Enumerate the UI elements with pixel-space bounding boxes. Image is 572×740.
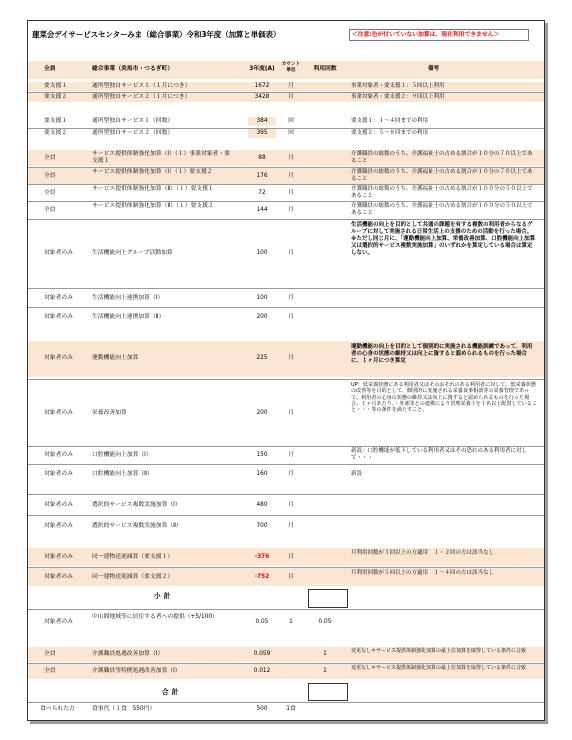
table-cell: 食事代（１食 550円） <box>92 706 156 712</box>
table-cell: サービス提供体制強化加算（Ⅰ）（１）事業対象者・要支援１ <box>92 151 230 164</box>
table-cell: 生活機能向上連携加算（Ⅰ） <box>92 295 164 301</box>
table-cell: 150 <box>256 452 268 458</box>
table-cell: 176 <box>256 173 268 179</box>
table-cell: 介護職員等特例処遇改善加算（Ⅰ） <box>92 668 181 674</box>
table-header <box>28 61 544 79</box>
table-cell: 月 <box>288 94 294 100</box>
table-cell: サービス提供体制強化加算（Ⅰ）（１）要支援２ <box>92 169 213 175</box>
table-cell: 生活機能の向上を目的として共通の課題を有する複数の利用者からなるグループに対して実施される日常生活上の支援のための活動を行った場合。※ただし同じ月に、「運動機能向上加算、栄養改善加算、口腔機能向上加算又は選択的サービス複数実施加算」のいずれかを算定している場合は算定しない。 <box>351 222 536 256</box>
table-cell: 0.012 <box>253 668 271 674</box>
table-cell: 口腔機能向上加算（Ⅱ） <box>92 471 153 477</box>
table-cell: 介護職員処遇改善加算（Ⅰ） <box>92 651 164 657</box>
table-cell: 同一建物送迎減算（要支援２） <box>92 574 174 580</box>
table-cell: 介護職員の総数のうち、介護福祉士の占める割合が１０分の７０以上であること <box>351 151 533 164</box>
table-cell: 要支援２ <box>44 94 68 100</box>
table-cell: 月利用回数が３回以上の方適用 １・２回の方は該当なし <box>351 550 495 556</box>
table-cell: 月 <box>288 523 294 529</box>
table-cell: 通所型独自サービス２（１月につき） <box>92 94 191 100</box>
table-cell: -752 <box>254 574 270 580</box>
table-cell: 中山間地域等に居住する者への提供（+5/100） <box>92 614 218 620</box>
table-row <box>28 702 544 717</box>
table-cell: 全員 <box>44 207 56 213</box>
table-cell: 栄養改善加算 <box>92 410 127 416</box>
table-cell: 0.05 <box>255 619 269 625</box>
table-cell: 要支援１ <box>44 83 68 89</box>
table-row <box>28 201 544 219</box>
table-cell: 0.05 <box>318 619 332 625</box>
table-cell: 生活機能向上連携加算（Ⅱ） <box>92 314 165 320</box>
table-cell: 500 <box>256 706 268 712</box>
table-cell: 月 <box>288 295 294 301</box>
table-cell: 対象者のみ <box>44 250 73 256</box>
table-cell: 口腔機能向上加算（Ⅰ） <box>92 452 152 458</box>
table-cell: 事業対象者・要支援１：５回以上利用 <box>351 83 445 89</box>
table-cell: 対象者のみ <box>44 619 73 625</box>
table-cell: 同一建物送迎減算（要支援１） <box>92 554 174 560</box>
table-cell: 通所型独自サービス１（１月につき） <box>92 83 191 89</box>
table-cell: 1 <box>323 651 327 657</box>
table-row <box>28 117 544 126</box>
table-cell: 利用回数 <box>313 66 337 72</box>
table-cell: 月 <box>288 190 294 196</box>
table-cell: 介護職員の総数のうち、介護福祉士の占める割合が１００分の５０以上であること <box>351 186 533 199</box>
table-row <box>28 219 544 288</box>
table-cell: 月 <box>288 83 294 89</box>
table-cell: 88 <box>258 155 266 161</box>
subtotal-box <box>308 589 348 608</box>
table-cell: 要支援２：５～８回までの利用 <box>351 130 429 136</box>
table-cell: 対象者のみ <box>44 471 73 477</box>
table-row <box>28 150 544 166</box>
table-cell: 全員 <box>44 651 56 657</box>
table-row <box>28 567 544 586</box>
table-cell: 700 <box>256 523 268 529</box>
table-cell: 新設 <box>351 471 363 477</box>
table-cell: 回 <box>288 130 294 136</box>
table-row <box>28 609 544 636</box>
table-cell: 200 <box>256 314 268 320</box>
table-cell: 全員 <box>44 66 56 72</box>
table-row <box>28 167 544 184</box>
table-cell: 160 <box>256 471 268 477</box>
table-cell: 月 <box>288 314 294 320</box>
table-cell: 月 <box>288 155 294 161</box>
table-cell: 総合事業（美馬市・つるぎ町） <box>92 66 174 72</box>
table-cell: 対象者のみ <box>44 295 73 301</box>
table-cell: 月 <box>288 410 294 416</box>
table-cell: 月 <box>288 173 294 179</box>
table-cell: 新設：口腔機能が低下している利用者又はその恐れのある利用者に対して・・・ <box>351 448 528 461</box>
table-cell: 全員 <box>44 190 56 196</box>
table-row <box>28 184 544 201</box>
table-cell: 全員 <box>44 668 56 674</box>
subtotal-label: 小計 <box>154 592 174 600</box>
table-cell: 対象者のみ <box>44 410 73 416</box>
table-cell: 対象者のみ <box>44 355 73 361</box>
table-cell: 介護職員の総数のうち、介護福祉士の占める割合が１０分の７０以上であること <box>351 169 533 182</box>
table-cell: 72 <box>258 190 266 196</box>
table-cell: 200 <box>256 410 268 416</box>
table-cell: 月 <box>288 502 294 508</box>
table-cell: 225 <box>256 355 268 361</box>
table-cell: 対象者のみ <box>44 523 73 529</box>
table-cell: 通所型独自サービス１（回数） <box>92 118 174 124</box>
table-cell: 生活機能向上グループ活動加算 <box>92 250 173 256</box>
table-cell: 1 <box>323 668 327 674</box>
table-cell: 変更なし＊サービス提供体制強化加算の最上位加算を取得している条件に合致 <box>351 648 527 654</box>
table-cell: 選択的サービス複数実施加算（Ⅰ） <box>92 502 181 508</box>
table-cell: 対象者のみ <box>44 452 73 458</box>
table-cell: 月利用回数が５回以上の方適用 １～４回の方は該当なし <box>351 570 495 576</box>
table-row <box>28 515 544 536</box>
table-cell: 変更なし＊サービス提供体制強化加算の最上位加算を取得している条件に合致 <box>351 665 527 671</box>
table-cell: 対象者のみ <box>44 554 73 560</box>
document-page <box>27 20 545 721</box>
table-cell: 月 <box>288 471 294 477</box>
table-cell: 事業対象者・要支援２：９回以上利用 <box>351 94 445 100</box>
table-cell: 回 <box>288 118 294 124</box>
table-cell: 通所型独自サービス２（回数） <box>92 130 174 136</box>
table-row <box>28 446 544 464</box>
table-cell: 3年度(A) <box>249 66 275 72</box>
table-cell: 3428 <box>254 94 270 100</box>
table-cell: UP：低栄養状態にある利用者又はそのおそれのある利用者に対して、低栄養状態の改善等を目的として、個別的に実施される栄養食事相談等の栄養管理であって、利用者の心身の状態の維持又は向上に資すると認められるものを行った場合。１ヶ月あたり。・外部等との連携により管理栄養士を１名以上配置していること・・・等の条件を満たすこと。 <box>351 382 537 414</box>
table-cell: 全員 <box>44 173 56 179</box>
table-row <box>28 647 544 662</box>
notice-box: ＜注意:色が付いていない加算は、現在利用できません＞ <box>349 29 529 41</box>
total-box <box>308 683 348 701</box>
table-cell: 全員 <box>44 155 56 161</box>
table-cell: 100 <box>256 295 268 301</box>
table-row <box>28 464 544 484</box>
table-cell: 運動機能の向上を目的として個別的に実施される機能訓練であって、利用者の心身の状態の維持又は向上に資すると認められるものを行った場合に、１ヶ月につき算定 <box>351 344 533 364</box>
table-cell: 月 <box>288 452 294 458</box>
table-cell: 要支援２ <box>44 130 68 136</box>
table-cell: 食べられた方 <box>40 706 75 712</box>
page-title: 蓮菜会デイサービスセンターみま（総合事業）令和3年度（加算と単価表） <box>32 30 281 39</box>
table-cell: 1672 <box>254 83 270 89</box>
table-cell: 月 <box>288 574 294 580</box>
table-row <box>28 548 544 566</box>
table-cell: 選択的サービス複数実施加算（Ⅱ） <box>92 523 182 529</box>
table-cell: 480 <box>256 502 268 508</box>
table-cell: 月 <box>288 554 294 560</box>
table-row <box>28 288 544 307</box>
table-cell: 1 <box>289 619 293 625</box>
table-row <box>28 128 544 138</box>
table-cell: 要支援１ <box>44 118 68 124</box>
table-cell: 対象者のみ <box>44 502 73 508</box>
table-cell: 384 <box>248 117 276 126</box>
table-row <box>28 92 544 102</box>
table-cell: 月 <box>288 250 294 256</box>
table-cell: 144 <box>256 207 268 213</box>
table-cell: 395 <box>248 129 276 138</box>
table-cell: 備考 <box>428 66 440 72</box>
table-cell: -376 <box>254 554 270 560</box>
table-row <box>28 341 544 377</box>
table-cell: サービス提供体制強化加算（Ⅱ）（１）要支援１ <box>92 186 214 192</box>
table-cell: 月 <box>288 207 294 213</box>
table-cell: 対象者のみ <box>44 314 73 320</box>
table-cell: カウント単位 <box>281 62 301 73</box>
table-cell: 運動機能向上加算 <box>92 355 139 361</box>
table-cell: 0.059 <box>253 651 271 657</box>
table-cell: 介護職員の総数のうち、介護福祉士の占める割合が１００分の５０以上であること <box>351 203 533 216</box>
table-row <box>28 379 544 446</box>
table-cell: 要支援１：１～４回までの利用 <box>351 118 429 124</box>
table-cell: 月 <box>288 355 294 361</box>
table-row <box>28 82 544 91</box>
table-row <box>28 663 544 679</box>
table-cell: 対象者のみ <box>44 574 73 580</box>
table-row <box>28 307 544 326</box>
table-row <box>28 494 544 515</box>
total-label: 合計 <box>162 688 182 696</box>
table-cell: 100 <box>256 250 268 256</box>
table-cell: サービス提供体制強化加算（Ⅱ）（１）要支援２ <box>92 203 214 209</box>
table-cell: 1食 <box>286 706 296 712</box>
